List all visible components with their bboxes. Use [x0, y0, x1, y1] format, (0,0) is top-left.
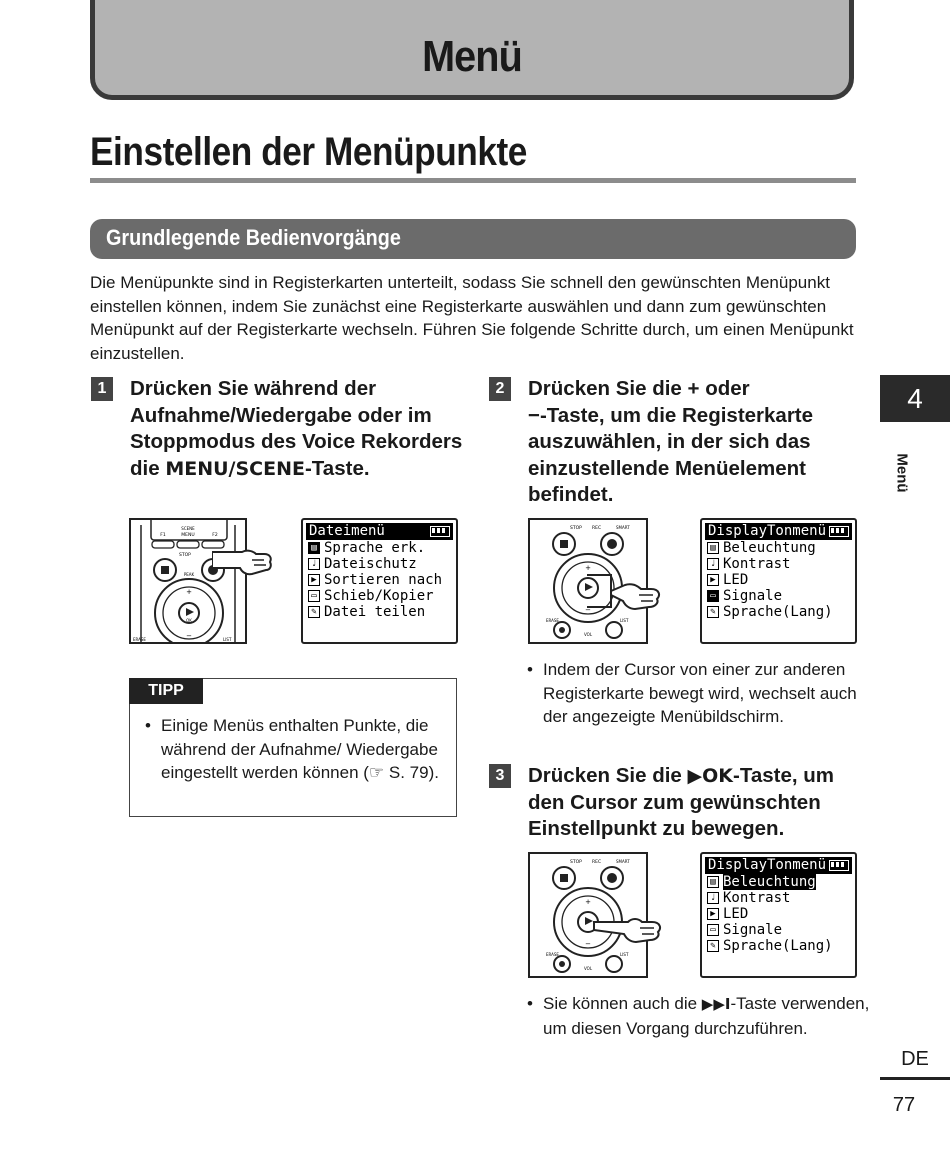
- lcd-row: ♩ Kontrast: [705, 556, 852, 572]
- svg-text:ERASE: ERASE: [546, 952, 559, 957]
- lcd-row: ♩ Dateischutz: [306, 556, 453, 572]
- svg-text:+: +: [186, 588, 192, 596]
- lcd-row: ▤ Sprache erk.: [306, 540, 453, 556]
- chapter-title: Menü: [422, 32, 522, 81]
- svg-text:SMART: SMART: [616, 859, 630, 864]
- lcd-row: ▭ Signale: [705, 588, 852, 604]
- tip-text: • Einige Menüs enthalten Punkte, die während der Aufnahme/ Wiedergabe eingestellt werden können (☞ S. 79).: [145, 716, 439, 782]
- lcd-row-selected: ▤ Beleuchtung: [705, 874, 852, 890]
- svg-text:STOP: STOP: [570, 526, 582, 531]
- svg-text:REC: REC: [592, 526, 602, 531]
- svg-text:ERASE: ERASE: [546, 618, 559, 623]
- svg-text:REC: REC: [592, 860, 602, 865]
- hand-pointer-icon: [585, 563, 675, 621]
- peak-label: PEAK: [183, 572, 195, 577]
- play-icon: ▶: [707, 574, 719, 586]
- lcd-row: ✎ Sprache(Lang): [705, 938, 852, 954]
- lcd-screen-file-menu: [301, 518, 458, 644]
- lcd-header: DisplayTonmenü: [705, 857, 852, 874]
- play-icon: ▶: [707, 908, 719, 920]
- svg-text:LIST: LIST: [620, 618, 629, 623]
- step-3-text: Drücken Sie die ▶OK-Taste, um den Cursor zum gewünschten Einstellpunkt zu bewegen.: [528, 764, 835, 840]
- lcd-row: ✎ Datei teilen: [306, 604, 453, 620]
- hand-pointer-icon: [212, 540, 274, 580]
- lcd-row: ♩ Kontrast: [705, 890, 852, 906]
- svg-text:STOP: STOP: [570, 860, 582, 865]
- svg-text:LIST: LIST: [620, 952, 629, 957]
- menu-scene-key: MENU/SCENE: [165, 457, 305, 480]
- stop-label: STOP: [179, 553, 191, 558]
- lcd-row: ✎ Sprache(Lang): [705, 604, 852, 620]
- step-2-number: 2: [489, 377, 511, 401]
- svg-text:−: −: [186, 632, 192, 640]
- f1-label: F1: [160, 533, 166, 538]
- text-icon: ▤: [308, 542, 320, 554]
- display-icon: ▭: [707, 924, 719, 936]
- svg-text:−: −: [585, 606, 591, 614]
- step-2-bullet: • Indem der Cursor von einer zur anderen Registerkarte bewegt wird, wechselt auch der angezeigte Menübildschirm.: [527, 660, 857, 726]
- microphone-icon: ♩: [308, 558, 320, 570]
- display-icon: ▭: [707, 590, 719, 602]
- step-3-number: 3: [489, 764, 511, 788]
- battery-icon: [829, 860, 849, 871]
- f2-label: F2: [212, 533, 218, 538]
- battery-icon: [829, 526, 849, 537]
- wrench-icon: ✎: [707, 606, 719, 618]
- lcd-row: ▭ Schieb/Kopier: [306, 588, 453, 604]
- step-1-text-before: Drücken Sie während der Aufnahme/Wiedergabe oder im Stoppmodus des Voice Rekorders die: [130, 377, 463, 480]
- footer-rule: [880, 1077, 950, 1080]
- lcd-row: ▶ LED: [705, 572, 852, 588]
- chapter-side-label-text: Menü: [893, 453, 911, 493]
- lcd-screen-display-menu: [700, 518, 857, 644]
- step-2-text: Drücken Sie die + oder −-Taste, um die Registerkarte auszuwählen, in der sich das einzustellende Menüelement befindet.: [528, 377, 814, 506]
- step-3-bullet: • Sie können auch die ▶▶I-Taste verwenden, um diesen Vorgang durchzuführen.: [527, 994, 870, 1038]
- plus-key: +: [687, 377, 700, 400]
- text-icon: ▤: [707, 876, 719, 888]
- microphone-icon: ♩: [707, 558, 719, 570]
- recorder-drawing-1: [131, 520, 245, 642]
- wrench-icon: ✎: [308, 606, 320, 618]
- recorder-illustration-1: [129, 518, 247, 644]
- svg-text:+: +: [585, 564, 591, 572]
- svg-text:SMART: SMART: [616, 525, 630, 530]
- battery-icon: [430, 526, 450, 537]
- step-1-text-after: -Taste.: [304, 456, 370, 480]
- tip-label: TIPP: [129, 678, 203, 704]
- lcd-row: ▭ Signale: [705, 922, 852, 938]
- hand-pointer-icon: [592, 908, 672, 944]
- step-1-text: [130, 376, 470, 482]
- lcd-screen-display-menu-selected: [700, 852, 857, 978]
- wrench-icon: ✎: [707, 940, 719, 952]
- erase-label: ERASE: [133, 637, 146, 642]
- skip-forward-key: ▶▶I: [701, 995, 731, 1013]
- svg-text:+: +: [585, 898, 591, 906]
- minus-key: −: [528, 403, 540, 427]
- subheading: Grundlegende Bedienvorgänge: [106, 225, 401, 250]
- lcd-header: DisplayTonmenü: [705, 523, 852, 540]
- chapter-side-label: [891, 443, 913, 503]
- intro-paragraph: Die Menüpunkte sind in Registerkarten unterteilt, sodass Sie schnell den gewünschten Menüpunkt einstellen können, indem Sie zunächst eine Registerkarte auswählen und dann zum gewünschten Menüpunkt auf der Registerkarte wechseln. Führen Sie folgende Schritte durch, um einen Menüpunkt einzustellen.: [90, 273, 854, 363]
- chapter-tab-number: 4: [880, 375, 950, 422]
- text-icon: ▤: [707, 542, 719, 554]
- microphone-icon: ♩: [707, 892, 719, 904]
- scene-label: SCENE: [181, 526, 195, 531]
- language-label: DE: [901, 1048, 929, 1070]
- play-icon: ▶: [308, 574, 320, 586]
- svg-text:VOL: VOL: [584, 966, 593, 971]
- lcd-row: ▤ Beleuchtung: [705, 540, 852, 556]
- section-title: Einstellen der Menüpunkte: [90, 130, 527, 174]
- display-icon: ▭: [308, 590, 320, 602]
- list-label: LIST: [223, 637, 232, 642]
- menu-label: MENU: [181, 533, 195, 538]
- svg-text:−: −: [585, 940, 591, 948]
- section-rule: [90, 178, 856, 183]
- step-1-number: 1: [91, 377, 113, 401]
- lcd-row: ▶ LED: [705, 906, 852, 922]
- lcd-header: [306, 523, 453, 540]
- svg-text:VOL: VOL: [584, 632, 593, 637]
- ok-key: ▶OK: [687, 765, 734, 787]
- lcd-row: ▶ Sortieren nach: [306, 572, 453, 588]
- lcd-header-title: Dateimenü: [309, 523, 385, 539]
- page-number: 77: [892, 1094, 916, 1116]
- tip-text-content: Einige Menüs enthalten Punkte, die während der Aufnahme/ Wiedergabe eingestellt werden können (☞ S. 79).: [161, 716, 439, 782]
- subheading-bar: [90, 219, 856, 259]
- ok-label: OK: [186, 618, 192, 623]
